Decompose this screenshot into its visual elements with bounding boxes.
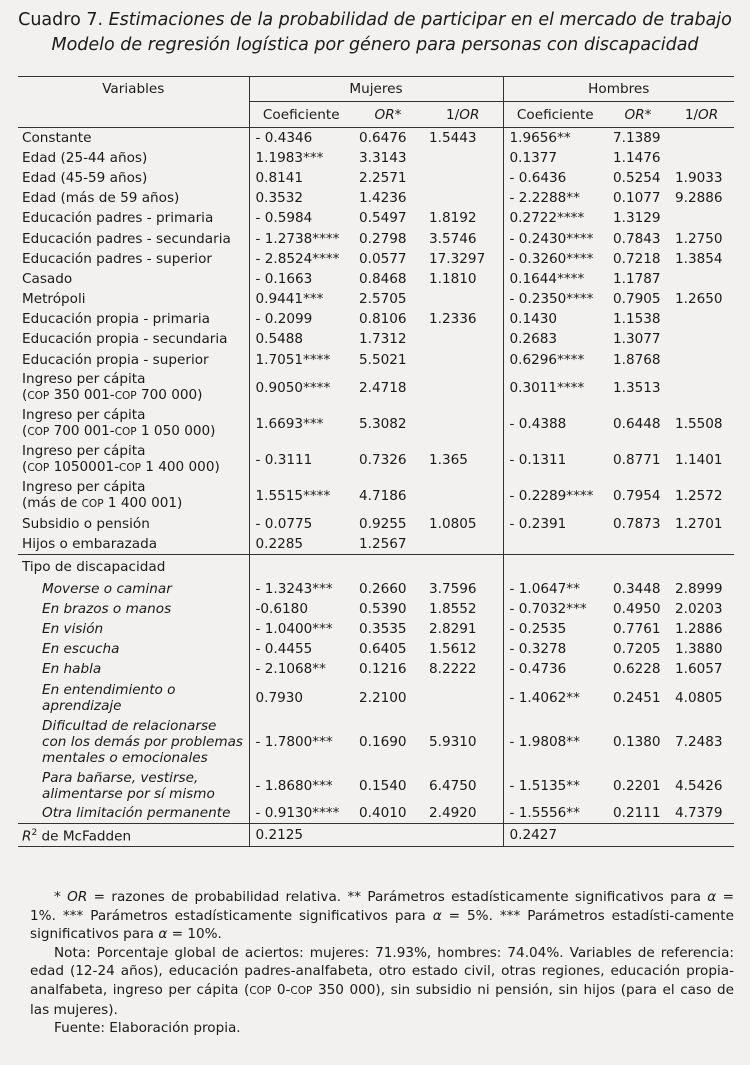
row-label: Ingreso per cápita (COP 350 001-COP 700 000) bbox=[18, 370, 249, 406]
table-title bbox=[0, 8, 750, 58]
hombres-or: 1.3129 bbox=[613, 210, 661, 227]
header-row-1 bbox=[18, 77, 734, 102]
hombres-coef: - 0.3260**** bbox=[509, 250, 594, 267]
note-source: Fuente: Elaboración propia. bbox=[54, 1020, 241, 1037]
hombres-or: 7.1389 bbox=[613, 129, 661, 146]
hombres-inv-or: 1.3854 bbox=[675, 250, 723, 267]
mujeres-coef: - 2.8524**** bbox=[255, 250, 340, 267]
mujeres-coef: - 1.8680*** bbox=[255, 777, 333, 794]
table-row bbox=[18, 208, 734, 228]
empty-cell bbox=[669, 554, 734, 579]
row-label: Educación propia - secundaria bbox=[18, 329, 249, 349]
mujeres-coef: 0.7930 bbox=[255, 689, 304, 706]
table-row bbox=[18, 406, 734, 442]
mujeres-or: 0.2798 bbox=[359, 230, 407, 247]
hombres-coef: - 1.9808** bbox=[509, 733, 580, 750]
title-line2: Modelo de regresión logística por género para personas con discapacidad bbox=[51, 35, 699, 55]
hombres-inv-or bbox=[669, 534, 734, 554]
table-row bbox=[18, 329, 734, 349]
table-row bbox=[18, 442, 734, 478]
row-label: En habla bbox=[18, 659, 249, 679]
table-row bbox=[18, 659, 734, 679]
table-row bbox=[18, 148, 734, 168]
mujeres-coef: 0.3532 bbox=[255, 190, 304, 207]
mujeres-coef: - 0.3111 bbox=[255, 451, 313, 468]
header-m-inv-or: 1/OR bbox=[423, 102, 503, 128]
hombres-inv-or: 1.9033 bbox=[675, 169, 723, 186]
mujeres-or: 0.8106 bbox=[359, 311, 407, 328]
mujeres-or: 0.5390 bbox=[359, 600, 407, 617]
mujeres-inv-or: 8.2222 bbox=[423, 659, 503, 679]
mujeres-coef: - 0.9130**** bbox=[255, 805, 340, 822]
hombres-inv-or: 4.7379 bbox=[675, 805, 723, 822]
hombres-inv-or bbox=[669, 269, 734, 289]
hombres-or: 0.1380 bbox=[613, 733, 661, 750]
empty-cell bbox=[607, 824, 669, 847]
mujeres-coef: 0.2285 bbox=[255, 535, 304, 552]
regression-table bbox=[18, 76, 734, 847]
hombres-or: 1.3513 bbox=[613, 379, 661, 396]
hombres-or: 0.3448 bbox=[613, 580, 661, 597]
mujeres-coef: 0.8141 bbox=[255, 169, 304, 186]
r2-mujeres: 0.2125 bbox=[249, 824, 353, 847]
hombres-inv-or: 1.2750 bbox=[675, 230, 723, 247]
mujeres-inv-or bbox=[423, 406, 503, 442]
hombres-coef: - 1.5135** bbox=[509, 777, 580, 794]
mujeres-or: 0.8468 bbox=[359, 270, 407, 287]
mujeres-or: 0.0577 bbox=[359, 250, 407, 267]
hombres-coef: 0.1644**** bbox=[509, 270, 585, 287]
row-label: Para bañarse, vestirse, alimentarse por sí mismo bbox=[18, 768, 249, 804]
mujeres-or: 0.3535 bbox=[359, 621, 407, 638]
hombres-coef: - 0.1311 bbox=[509, 451, 567, 468]
header-h-inv-or: 1/OR bbox=[669, 102, 734, 128]
hombres-inv-or: 4.5426 bbox=[675, 777, 723, 794]
hombres-or: 0.2201 bbox=[613, 777, 661, 794]
mujeres-coef: - 0.0775 bbox=[255, 515, 313, 532]
mujeres-inv-or: 1.5612 bbox=[423, 639, 503, 659]
row-label: Moverse o caminar bbox=[18, 579, 249, 599]
mujeres-or: 5.3082 bbox=[359, 415, 407, 432]
mujeres-or: 0.5497 bbox=[359, 210, 407, 227]
hombres-inv-or: 1.6057 bbox=[675, 661, 723, 678]
hombres-or: 0.5254 bbox=[613, 169, 661, 186]
hombres-coef: - 0.2289**** bbox=[509, 487, 594, 504]
hombres-or: 1.1538 bbox=[613, 311, 661, 328]
mujeres-or: 2.5705 bbox=[359, 291, 407, 308]
mujeres-coef: 0.9441*** bbox=[255, 291, 324, 308]
row-label: Educación padres - secundaria bbox=[18, 228, 249, 248]
hombres-coef: - 0.7032*** bbox=[509, 600, 587, 617]
hombres-coef: - 1.5556** bbox=[509, 805, 580, 822]
mujeres-coef: - 0.4346 bbox=[255, 129, 313, 146]
hombres-inv-or bbox=[669, 208, 734, 228]
hombres-coef: - 0.4736 bbox=[509, 661, 567, 678]
hombres-coef: 0.2722**** bbox=[509, 210, 585, 227]
hombres-coef: - 2.2288** bbox=[509, 190, 580, 207]
table-row bbox=[18, 269, 734, 289]
mujeres-coef: 1.5515**** bbox=[255, 487, 331, 504]
mujeres-inv-or bbox=[423, 168, 503, 188]
row-label: Ingreso per cápita (COP 1050001-COP 1 400 000) bbox=[18, 442, 249, 478]
row-label: Subsidio o pensión bbox=[18, 514, 249, 534]
mujeres-or: 0.1690 bbox=[359, 733, 407, 750]
hombres-or: 0.7873 bbox=[613, 515, 661, 532]
hombres-inv-or: 7.2483 bbox=[675, 733, 723, 750]
row-label: Educación padres - primaria bbox=[18, 208, 249, 228]
mujeres-or: 0.2660 bbox=[359, 580, 407, 597]
hombres-or: 0.6448 bbox=[613, 415, 661, 432]
hombres-or: 0.2111 bbox=[613, 805, 661, 822]
hombres-inv-or: 1.5508 bbox=[675, 415, 723, 432]
hombres-coef: - 0.2430**** bbox=[509, 230, 594, 247]
mujeres-or: 0.1540 bbox=[359, 777, 407, 794]
table-notes bbox=[30, 888, 734, 1038]
table-row bbox=[18, 680, 734, 716]
hombres-coef: - 0.4388 bbox=[509, 415, 567, 432]
table-row bbox=[18, 309, 734, 329]
row-label: En entendimiento o aprendizaje bbox=[18, 680, 249, 716]
hombres-or: 0.1077 bbox=[613, 190, 661, 207]
hombres-coef: - 1.0647** bbox=[509, 580, 580, 597]
mujeres-coef: - 0.2099 bbox=[255, 311, 313, 328]
empty-cell bbox=[669, 824, 734, 847]
table-row bbox=[18, 289, 734, 309]
mujeres-inv-or: 2.8291 bbox=[423, 619, 503, 639]
table-row bbox=[18, 168, 734, 188]
mujeres-or: 5.5021 bbox=[359, 351, 407, 368]
title-line1: Estimaciones de la probabilidad de participar en el mercado de trabajo bbox=[108, 10, 732, 30]
note-significance: * OR = razones de probabilidad relativa. ** Parámetros estadísticamente significativos para α = 1%. *** Parámetros estadísticamente significativos para α = 5%. *** Parámetros estadísti-camente significativos para α = 10%. bbox=[30, 889, 734, 943]
table-row bbox=[18, 228, 734, 248]
row-label: Educación propia - superior bbox=[18, 350, 249, 370]
hombres-or bbox=[607, 534, 669, 554]
mujeres-coef: - 1.2738**** bbox=[255, 230, 340, 247]
row-label: Otra limitación permanente bbox=[18, 804, 249, 824]
hombres-inv-or bbox=[669, 370, 734, 406]
empty-cell bbox=[503, 554, 607, 579]
hombres-inv-or bbox=[669, 309, 734, 329]
hombres-or: 1.1476 bbox=[613, 149, 661, 166]
table-row bbox=[18, 716, 734, 768]
hombres-or: 0.7843 bbox=[613, 230, 661, 247]
hombres-or: 1.3077 bbox=[613, 331, 661, 348]
mujeres-inv-or: 6.4750 bbox=[423, 768, 503, 804]
row-label: Educación padres - superior bbox=[18, 249, 249, 269]
mujeres-coef: -0.6180 bbox=[255, 600, 308, 617]
mujeres-inv-or: 1.8192 bbox=[423, 208, 503, 228]
r2-row bbox=[18, 824, 734, 847]
hombres-or: 0.8771 bbox=[613, 451, 661, 468]
mujeres-inv-or: 2.4920 bbox=[423, 804, 503, 824]
hombres-or: 1.8768 bbox=[613, 351, 661, 368]
hombres-coef: 0.1377 bbox=[509, 149, 558, 166]
mujeres-coef: - 0.4455 bbox=[255, 641, 313, 658]
hombres-coef bbox=[503, 534, 607, 554]
mujeres-inv-or: 1.1810 bbox=[423, 269, 503, 289]
row-label: En visión bbox=[18, 619, 249, 639]
empty-cell bbox=[607, 554, 669, 579]
mujeres-coef: - 1.3243*** bbox=[255, 580, 333, 597]
mujeres-coef: 0.9050**** bbox=[255, 379, 331, 396]
mujeres-inv-or: 3.5746 bbox=[423, 228, 503, 248]
mujeres-inv-or: 1.8552 bbox=[423, 599, 503, 619]
empty-cell bbox=[249, 554, 353, 579]
row-label: Casado bbox=[18, 269, 249, 289]
hombres-inv-or: 1.2701 bbox=[675, 515, 723, 532]
table-row bbox=[18, 579, 734, 599]
hombres-coef: - 0.3278 bbox=[509, 641, 567, 658]
empty-cell bbox=[353, 554, 423, 579]
table-row bbox=[18, 534, 734, 554]
mujeres-coef: - 0.5984 bbox=[255, 210, 313, 227]
mujeres-coef: - 0.1663 bbox=[255, 270, 313, 287]
mujeres-or: 0.4010 bbox=[359, 805, 407, 822]
table-row bbox=[18, 188, 734, 208]
mujeres-inv-or bbox=[423, 478, 503, 514]
mujeres-inv-or bbox=[423, 329, 503, 349]
table-row bbox=[18, 639, 734, 659]
mujeres-inv-or bbox=[423, 350, 503, 370]
hombres-inv-or: 1.2886 bbox=[675, 621, 723, 638]
mujeres-or: 0.6476 bbox=[359, 129, 407, 146]
hombres-inv-or bbox=[669, 350, 734, 370]
mujeres-inv-or: 5.9310 bbox=[423, 716, 503, 768]
hombres-or: 0.7905 bbox=[613, 291, 661, 308]
section-header-discapacidad: Tipo de discapacidad bbox=[18, 554, 249, 579]
mujeres-inv-or bbox=[423, 289, 503, 309]
hombres-inv-or: 9.2886 bbox=[675, 190, 723, 207]
mujeres-inv-or bbox=[423, 534, 503, 554]
hombres-inv-or bbox=[669, 148, 734, 168]
hombres-inv-or: 1.1401 bbox=[675, 451, 723, 468]
hombres-inv-or bbox=[669, 128, 734, 148]
mujeres-or: 4.7186 bbox=[359, 487, 407, 504]
row-label: Ingreso per cápita (COP 700 001-COP 1 050 000) bbox=[18, 406, 249, 442]
hombres-or: 0.7954 bbox=[613, 487, 661, 504]
empty-cell bbox=[423, 554, 503, 579]
hombres-or: 0.7218 bbox=[613, 250, 661, 267]
hombres-or: 0.4950 bbox=[613, 600, 661, 617]
empty-cell bbox=[423, 824, 503, 847]
hombres-coef: 0.2683 bbox=[509, 331, 558, 348]
hombres-or: 0.6228 bbox=[613, 661, 661, 678]
mujeres-or: 2.4718 bbox=[359, 379, 407, 396]
table-row bbox=[18, 478, 734, 514]
mujeres-or: 1.7312 bbox=[359, 331, 407, 348]
row-label: Educación propia - primaria bbox=[18, 309, 249, 329]
mujeres-inv-or: 1.5443 bbox=[423, 128, 503, 148]
mujeres-or: 3.3143 bbox=[359, 149, 407, 166]
hombres-inv-or: 2.8999 bbox=[675, 580, 723, 597]
row-label: Edad (25-44 años) bbox=[18, 148, 249, 168]
mujeres-inv-or bbox=[423, 188, 503, 208]
table-row bbox=[18, 599, 734, 619]
table-row bbox=[18, 249, 734, 269]
row-label: Edad (45-59 años) bbox=[18, 168, 249, 188]
header-h-coef: Coeficiente bbox=[503, 102, 607, 128]
row-label: Dificultad de relacionarse con los demás por problemas mentales o emocionales bbox=[18, 716, 249, 768]
section-header-row bbox=[18, 554, 734, 579]
header-hombres: Hombres bbox=[503, 77, 734, 102]
table-row bbox=[18, 370, 734, 406]
row-label: Hijos o embarazada bbox=[18, 534, 249, 554]
mujeres-coef: - 1.7800*** bbox=[255, 733, 333, 750]
mujeres-or: 0.6405 bbox=[359, 641, 407, 658]
mujeres-or: 2.2571 bbox=[359, 169, 407, 186]
mujeres-inv-or bbox=[423, 148, 503, 168]
table-row bbox=[18, 350, 734, 370]
table-row bbox=[18, 128, 734, 148]
hombres-coef: 0.6296**** bbox=[509, 351, 585, 368]
row-label: Constante bbox=[18, 128, 249, 148]
row-label: En brazos o manos bbox=[18, 599, 249, 619]
empty-cell bbox=[353, 824, 423, 847]
header-m-coef: Coeficiente bbox=[249, 102, 353, 128]
header-h-or: OR* bbox=[607, 102, 669, 128]
mujeres-or: 1.2567 bbox=[359, 535, 407, 552]
row-label: Edad (más de 59 años) bbox=[18, 188, 249, 208]
mujeres-inv-or: 1.365 bbox=[423, 442, 503, 478]
row-label: Metrópoli bbox=[18, 289, 249, 309]
hombres-coef: - 0.2350**** bbox=[509, 291, 594, 308]
hombres-coef: 1.9656** bbox=[509, 129, 571, 146]
header-m-or: OR* bbox=[353, 102, 423, 128]
hombres-coef: - 0.2535 bbox=[509, 621, 567, 638]
mujeres-coef: - 1.0400*** bbox=[255, 621, 333, 638]
mujeres-inv-or bbox=[423, 680, 503, 716]
hombres-coef: 0.1430 bbox=[509, 311, 558, 328]
r2-hombres: 0.2427 bbox=[503, 824, 607, 847]
hombres-inv-or: 1.3880 bbox=[675, 641, 723, 658]
hombres-inv-or bbox=[669, 329, 734, 349]
mujeres-inv-or: 17.3297 bbox=[423, 249, 503, 269]
mujeres-inv-or: 1.0805 bbox=[423, 514, 503, 534]
hombres-coef: - 0.2391 bbox=[509, 515, 567, 532]
table-row bbox=[18, 514, 734, 534]
hombres-inv-or: 1.2650 bbox=[675, 291, 723, 308]
hombres-coef: 0.3011**** bbox=[509, 379, 585, 396]
row-label: Ingreso per cápita (más de COP 1 400 001) bbox=[18, 478, 249, 514]
mujeres-or: 0.7326 bbox=[359, 451, 407, 468]
mujeres-coef: 0.5488 bbox=[255, 331, 304, 348]
mujeres-or: 2.2100 bbox=[359, 689, 407, 706]
table-row bbox=[18, 768, 734, 804]
hombres-or: 0.7205 bbox=[613, 641, 661, 658]
mujeres-inv-or bbox=[423, 370, 503, 406]
note-reference: Nota: Porcentaje global de aciertos: mujeres: 71.93%, hombres: 74.04%. Variables de referencia: edad (12-24 años), educación padres-analfabeta, otro estado civil, otras regiones, educación propia-analfabeta, ingreso per cápita (COP 0-COP 350 000), sin subsidio ni pensión, sin hijos (para el caso de las mujeres). bbox=[30, 944, 734, 1018]
hombres-coef: - 1.4062** bbox=[509, 689, 580, 706]
row-label: En escucha bbox=[18, 639, 249, 659]
header-mujeres: Mujeres bbox=[249, 77, 503, 102]
hombres-inv-or: 2.0203 bbox=[675, 600, 723, 617]
mujeres-or: 0.1216 bbox=[359, 661, 407, 678]
table-row bbox=[18, 619, 734, 639]
hombres-inv-or: 4.0805 bbox=[675, 689, 723, 706]
table-row bbox=[18, 804, 734, 824]
mujeres-coef: - 2.1068** bbox=[255, 661, 326, 678]
r2-label: $R^2$ de McFadden bbox=[18, 824, 249, 847]
mujeres-coef: 1.7051**** bbox=[255, 351, 331, 368]
mujeres-inv-or: 3.7596 bbox=[423, 579, 503, 599]
mujeres-or: 0.9255 bbox=[359, 515, 407, 532]
mujeres-coef: 1.6693*** bbox=[255, 415, 324, 432]
mujeres-coef: 1.1983*** bbox=[255, 149, 324, 166]
header-variables: Variables bbox=[18, 77, 249, 128]
mujeres-inv-or: 1.2336 bbox=[423, 309, 503, 329]
hombres-inv-or: 1.2572 bbox=[675, 487, 723, 504]
mujeres-or: 1.4236 bbox=[359, 190, 407, 207]
hombres-or: 0.2451 bbox=[613, 689, 661, 706]
hombres-coef: - 0.6436 bbox=[509, 169, 567, 186]
title-prefix: Cuadro 7. bbox=[18, 10, 104, 30]
hombres-or: 1.1787 bbox=[613, 270, 661, 287]
hombres-or: 0.7761 bbox=[613, 621, 661, 638]
